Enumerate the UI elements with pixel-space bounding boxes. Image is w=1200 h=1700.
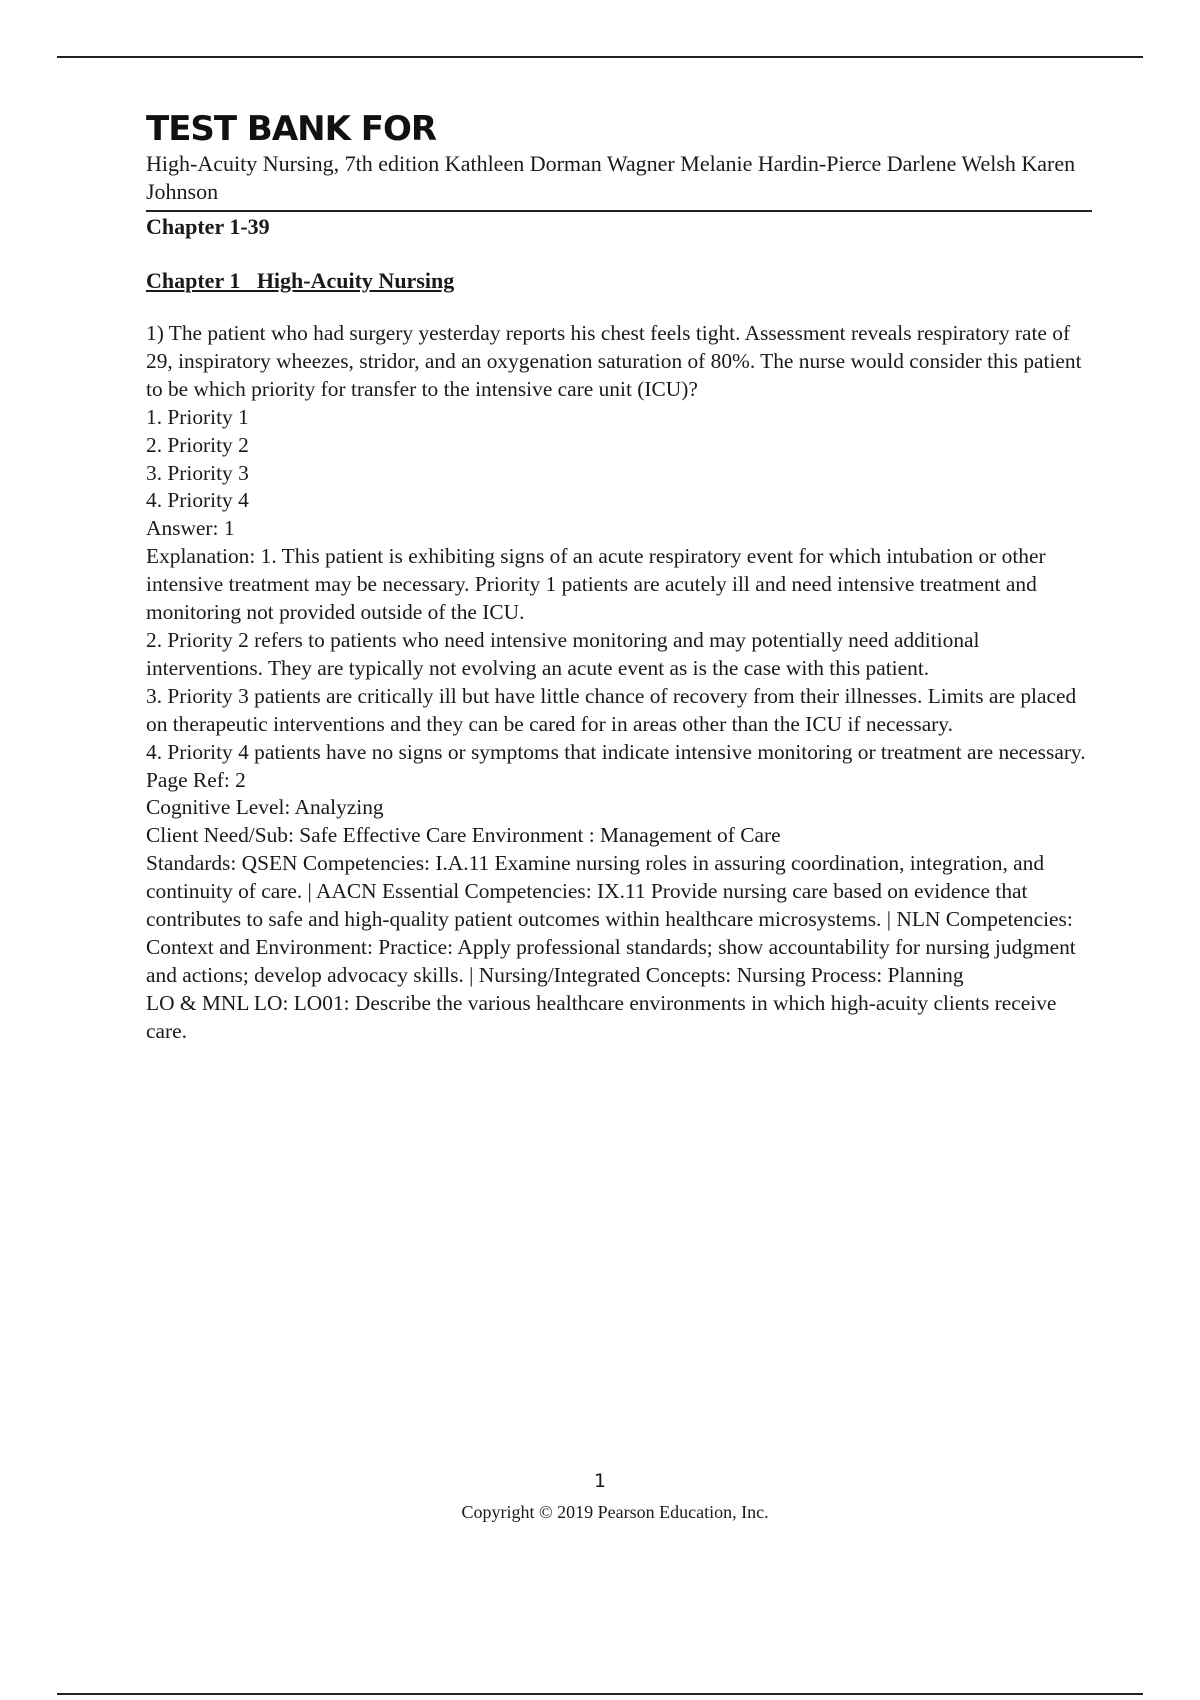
answer-key: Answer: 1 <box>146 516 235 541</box>
copyright-notice: Copyright © 2019 Pearson Education, Inc. <box>461 1502 769 1522</box>
book-subtitle: High-Acuity Nursing, 7th edition Kathleen Dorman Wagner Melanie Hardin-Pierce Darlene Welsh Karen Johnson <box>146 150 1092 212</box>
document-title: TEST BANK FOR <box>146 109 437 149</box>
question-block <box>146 320 1092 1046</box>
explanation-paragraph: 2. Priority 2 refers to patients who need intensive monitoring and may potentially need additional interventions. They are typically not evolving an acute event as is the case with this patient. <box>146 627 980 680</box>
learning-outcome: LO & MNL LO: LO01: Describe the various healthcare environments in which high-acuity clients receive care. <box>146 990 1057 1043</box>
bottom-rule <box>57 1693 1143 1695</box>
document-page <box>146 110 1092 1046</box>
question-stem: 1) The patient who had surgery yesterday reports his chest feels tight. Assessment reveals respiratory rate of 29, inspiratory wheezes, stridor, and an oxygenation saturation of 80%. The nurse would consider this patient to be which priority for transfer to the intensive care unit (ICU)? <box>146 321 1082 401</box>
answer-option: 3. Priority 3 <box>146 460 249 485</box>
answer-option: 1. Priority 1 <box>146 404 249 429</box>
explanation-paragraph: Explanation: 1. This patient is exhibiting signs of an acute respiratory event for which intubation or other intensive treatment may be necessary. Priority 1 patients are acutely ill and need intensive treatment and monitoring not provided outside of the ICU. <box>146 544 1046 625</box>
answer-option: 2. Priority 2 <box>146 432 249 457</box>
top-rule <box>57 56 1143 58</box>
answer-option: 4. Priority 4 <box>146 488 249 513</box>
page-number: 1 <box>593 1470 607 1492</box>
client-need: Client Need/Sub: Safe Effective Care Environment : Management of Care <box>146 823 781 848</box>
page-reference: Page Ref: 2 <box>146 767 246 792</box>
chapter-range: Chapter 1-39 <box>146 214 270 239</box>
chapter-heading: Chapter 1 High-Acuity Nursing <box>146 268 455 293</box>
cognitive-level: Cognitive Level: Analyzing <box>146 795 384 820</box>
explanation-paragraph: 4. Priority 4 patients have no signs or symptoms that indicate intensive monitoring or treatment are necessary. <box>146 739 1086 764</box>
standards: Standards: QSEN Competencies: I.A.11 Examine nursing roles in assuring coordination, integration, and continuity of care. | AACN Essential Competencies: IX.11 Provide nursing care based on evidence that contributes to safe and high-quality patient outcomes within healthcare microsystems. | NLN Competencies: Context and Environment: Practice: Apply professional standards; show accountability for nursing judgment and actions; develop advocacy skills. | Nursing/Integrated Concepts: Nursing Process: Planning <box>146 851 1076 987</box>
explanation-paragraph: 3. Priority 3 patients are critically ill but have little chance of recovery from their illnesses. Limits are placed on therapeutic interventions and they can be cared for in areas other than the ICU if necessary. <box>146 683 1077 736</box>
